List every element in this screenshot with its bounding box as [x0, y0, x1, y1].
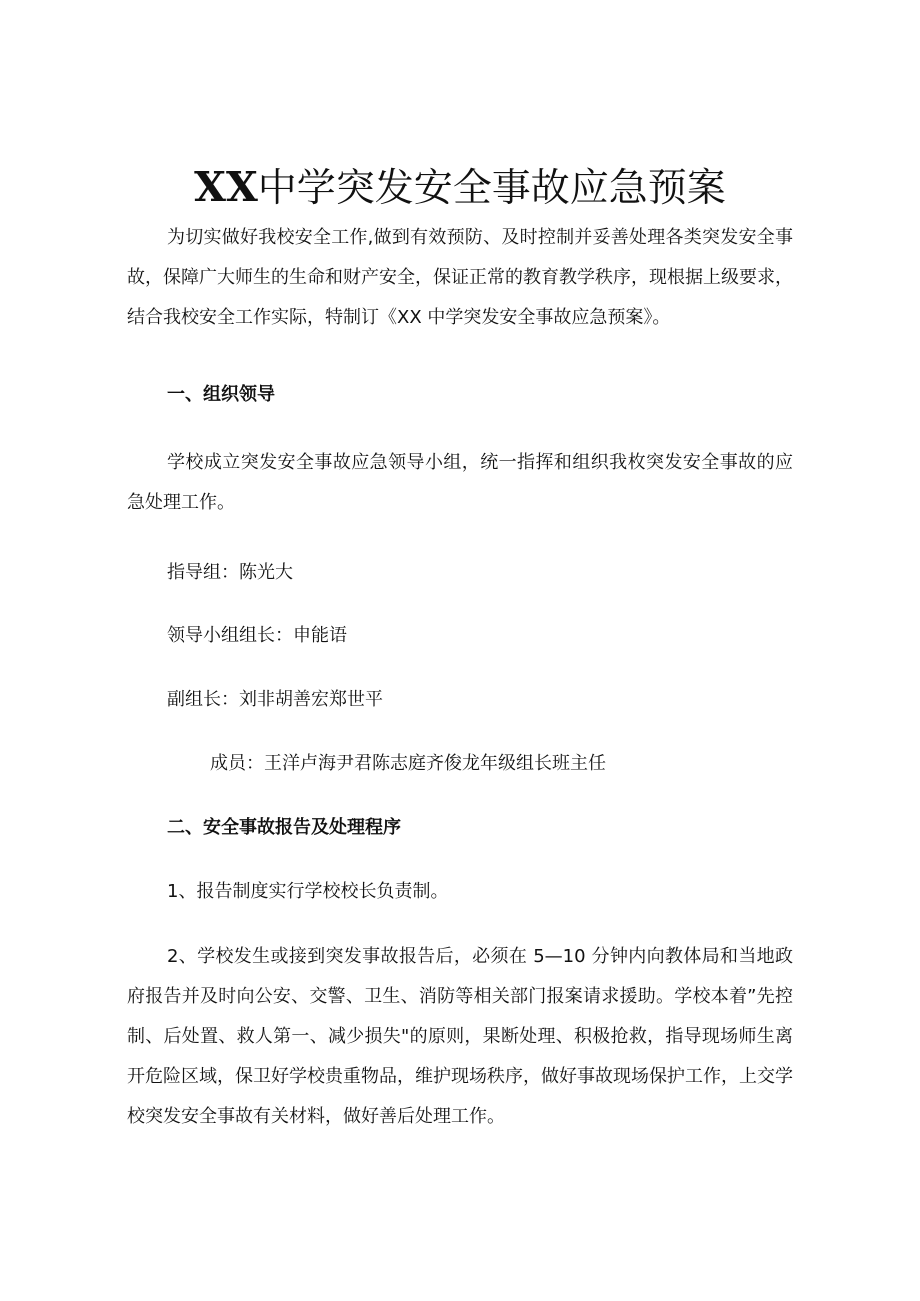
- section-1-paragraph: 学校成立突发安全事故应急领导小组，统一指挥和组织我枚突发安全事故的应急处理工作。: [127, 452, 793, 513]
- intro-paragraph: 为切实做好我校安全工作,做到有效预防、及时控制并妥善处理各类突发安全事故，保障广大师生的生命和财产安全，保证正常的教育教学秩序，现根据上级要求，结合我校安全工作实际，特制订《XX 中学突发安全事故应急预案》。: [127, 227, 793, 328]
- section-2-item-1: 1、报告制度实行学校校长负责制。: [167, 881, 449, 902]
- document-title: [0, 162, 920, 214]
- document-title-rest: 中学突发安全事故应急预案: [257, 166, 726, 212]
- section-2-heading: 二、安全事故报告及处理程序: [167, 817, 401, 838]
- members-line: 成员：王洋卢海尹君陈志庭齐俊龙年级组长班主任: [210, 753, 606, 774]
- deputy-leader-line: 副组长：刘非胡善宏郑世平: [167, 689, 383, 710]
- document-title-latin: XX: [194, 163, 258, 212]
- guide-group-line: 指导组：陈光大: [167, 562, 293, 583]
- section-1-heading: 一、组织领导: [167, 384, 275, 405]
- group-leader-line: 领导小组组长：申能语: [167, 625, 347, 646]
- section-2-item-2: 2、学校发生或接到突发事故报告后，必须在 5—10 分钟内向教体局和当地政府报告并及时向公安、交警、卫生、消防等相关部门报案请求援助。学校本着”先控制、后处置、救人第一、减少损失"的原则，果断处理、积极抢救，指导现场师生离开危险区域，保卫好学校贵重物品，维护现场秩序，做好事故现场保护工作，上交学校突发安全事故有关材料，做好善后处理工作。: [127, 946, 793, 1127]
